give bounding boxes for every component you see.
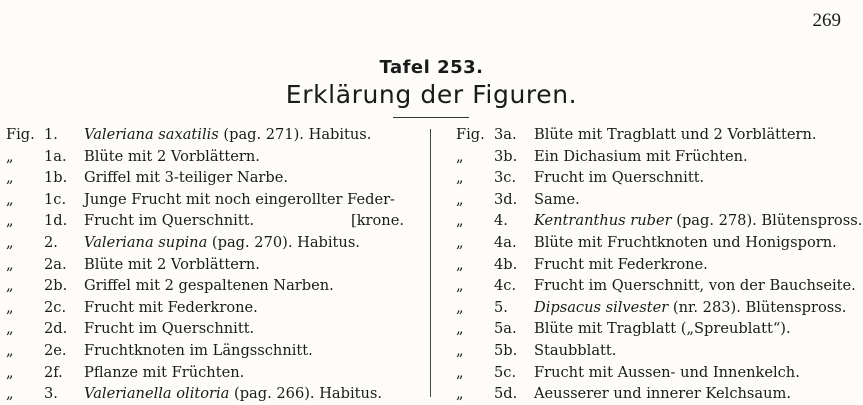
figure-prefix: „ bbox=[6, 147, 14, 165]
figure-prefix: Fig. bbox=[6, 126, 35, 143]
figure-number: 5a. bbox=[494, 320, 517, 338]
figure-number: 2a. bbox=[44, 255, 67, 273]
figure-prefix: „ bbox=[6, 212, 14, 230]
figure-prefix: „ bbox=[456, 190, 464, 208]
figure-number: 3d. bbox=[494, 190, 518, 208]
figure-description: (pag. 266). Habitus. bbox=[229, 385, 383, 403]
figure-description: Same. bbox=[534, 190, 580, 208]
figure-prefix: „ bbox=[6, 190, 14, 208]
figure-number: 5c. bbox=[494, 363, 517, 381]
figure-number: 5. bbox=[494, 298, 508, 316]
figure-entry bbox=[6, 189, 426, 211]
figure-prefix: „ bbox=[6, 277, 14, 295]
figure-entry bbox=[456, 318, 861, 340]
figure-number: 3c. bbox=[494, 169, 517, 187]
figure-description: Frucht mit Federkrone. bbox=[534, 255, 708, 273]
figure-description: Frucht im Querschnitt, von der Bauchseite. bbox=[534, 277, 856, 295]
figure-entry bbox=[456, 167, 861, 189]
figure-prefix: „ bbox=[456, 277, 464, 295]
figure-number: 2e. bbox=[44, 341, 67, 359]
figure-entry bbox=[456, 254, 861, 276]
figure-number: 4. bbox=[494, 212, 508, 230]
figure-prefix: „ bbox=[6, 320, 14, 338]
figure-description: Frucht im Querschnitt. bbox=[534, 169, 705, 187]
figure-description: (pag. 278). Blütenspross. bbox=[671, 212, 863, 230]
figure-prefix: „ bbox=[456, 341, 464, 359]
figure-prefix: „ bbox=[456, 169, 464, 187]
figure-prefix: „ bbox=[6, 169, 14, 187]
figure-entry bbox=[6, 124, 426, 146]
figure-prefix: „ bbox=[6, 233, 14, 251]
figure-entry bbox=[456, 146, 861, 168]
figure-number: 4a. bbox=[494, 233, 517, 251]
figure-prefix: „ bbox=[456, 298, 464, 316]
figure-description: Junge Frucht mit noch eingerollter Feder- bbox=[84, 190, 395, 208]
page-number: 269 bbox=[812, 10, 841, 31]
figure-description: Griffel mit 3-teiliger Narbe. bbox=[84, 169, 288, 187]
figure-entry bbox=[456, 189, 861, 211]
figure-description: Blüte mit Tragblatt („Spreublatt“). bbox=[534, 320, 791, 338]
figure-entry bbox=[6, 318, 426, 340]
figure-number: 1. bbox=[44, 126, 58, 143]
species-name: Valeriana saxatilis bbox=[84, 126, 219, 143]
figure-prefix: „ bbox=[6, 385, 14, 403]
figure-description: Frucht im Querschnitt. bbox=[84, 320, 255, 338]
figure-prefix: „ bbox=[456, 320, 464, 338]
figure-prefix: „ bbox=[456, 147, 464, 165]
figure-entry bbox=[456, 275, 861, 297]
figure-number: 3b. bbox=[494, 147, 518, 165]
figure-number: 2b. bbox=[44, 277, 68, 295]
figure-prefix: „ bbox=[6, 341, 14, 359]
figure-prefix: „ bbox=[456, 363, 464, 381]
column-divider bbox=[430, 129, 431, 397]
figure-number: 3. bbox=[44, 385, 58, 403]
figure-entry bbox=[456, 362, 861, 384]
species-name: Dipsacus silvester bbox=[534, 298, 669, 316]
figure-description: Fruchtknoten im Längsschnitt. bbox=[84, 341, 313, 359]
figure-number: 2f. bbox=[44, 363, 63, 381]
figure-description: Staubblatt. bbox=[534, 341, 617, 359]
left-column bbox=[6, 124, 426, 405]
figure-entry bbox=[456, 383, 861, 405]
figure-description: Aeusserer und innerer Kelchsaum. bbox=[534, 385, 791, 403]
figure-prefix: „ bbox=[6, 255, 14, 273]
figure-description: Blüte mit Tragblatt und 2 Vorblättern. bbox=[534, 126, 817, 143]
figure-prefix: „ bbox=[6, 363, 14, 381]
figure-description: (pag. 271). Habitus. bbox=[218, 126, 372, 143]
figure-number: 1c. bbox=[44, 190, 67, 208]
figure-entry bbox=[6, 362, 426, 384]
figure-description: Blüte mit 2 Vorblättern. bbox=[84, 255, 260, 273]
figure-description: Blüte mit 2 Vorblättern. bbox=[84, 147, 260, 165]
figure-number: 5d. bbox=[494, 385, 518, 403]
figure-entry bbox=[6, 254, 426, 276]
line-continuation: [krone. bbox=[351, 212, 404, 230]
right-column bbox=[456, 124, 861, 405]
figure-description: (pag. 270). Habitus. bbox=[207, 233, 360, 251]
figure-number: 1b. bbox=[44, 169, 68, 187]
figure-description: Frucht im Querschnitt. bbox=[84, 212, 255, 230]
figure-prefix: Fig. bbox=[456, 126, 485, 143]
figure-entry bbox=[456, 210, 861, 232]
figure-description: Frucht mit Federkrone. bbox=[84, 298, 258, 316]
figure-number: 2. bbox=[44, 233, 58, 251]
figure-entry bbox=[6, 340, 426, 362]
figure-entry bbox=[6, 210, 426, 232]
species-name: Valeriana supina bbox=[84, 233, 208, 251]
figure-entry bbox=[6, 383, 426, 405]
figure-entry bbox=[456, 232, 861, 254]
figure-prefix: „ bbox=[6, 298, 14, 316]
figure-entry bbox=[6, 275, 426, 297]
figure-entry bbox=[456, 340, 861, 362]
figure-number: 4c. bbox=[494, 277, 517, 295]
figure-number: 5b. bbox=[494, 341, 518, 359]
figure-number: 4b. bbox=[494, 255, 518, 273]
figure-prefix: „ bbox=[456, 255, 464, 273]
figure-description: Ein Dichasium mit Früchten. bbox=[534, 147, 748, 165]
figure-entry bbox=[6, 146, 426, 168]
heading-rule bbox=[393, 117, 469, 118]
figure-prefix: „ bbox=[456, 233, 464, 251]
figure-entry bbox=[6, 232, 426, 254]
figure-number: 3a. bbox=[494, 126, 517, 143]
figure-entry bbox=[6, 297, 426, 319]
figure-number: 2d. bbox=[44, 320, 68, 338]
heading: Erklärung der Figuren. bbox=[285, 80, 578, 109]
figure-prefix: „ bbox=[456, 385, 464, 403]
figure-entry bbox=[456, 297, 861, 319]
figure-description: (nr. 283). Blütenspross. bbox=[668, 298, 847, 316]
figure-description: Pflanze mit Früchten. bbox=[84, 363, 245, 381]
figure-entry bbox=[456, 124, 861, 146]
figure-description: Frucht mit Aussen- und Innenkelch. bbox=[534, 363, 800, 381]
species-name: Valerianella olitoria bbox=[84, 385, 230, 403]
figure-prefix: „ bbox=[456, 212, 464, 230]
figure-number: 1a. bbox=[44, 147, 67, 165]
figure-description: Griffel mit 2 gespaltenen Narben. bbox=[84, 277, 334, 295]
plate-title: Tafel 253. bbox=[379, 57, 484, 78]
species-name: Kentranthus ruber bbox=[534, 212, 672, 230]
figure-number: 1d. bbox=[44, 212, 68, 230]
figure-number: 2c. bbox=[44, 298, 67, 316]
figure-entry bbox=[6, 167, 426, 189]
figure-description: Blüte mit Fruchtknoten und Honigsporn. bbox=[534, 233, 837, 251]
